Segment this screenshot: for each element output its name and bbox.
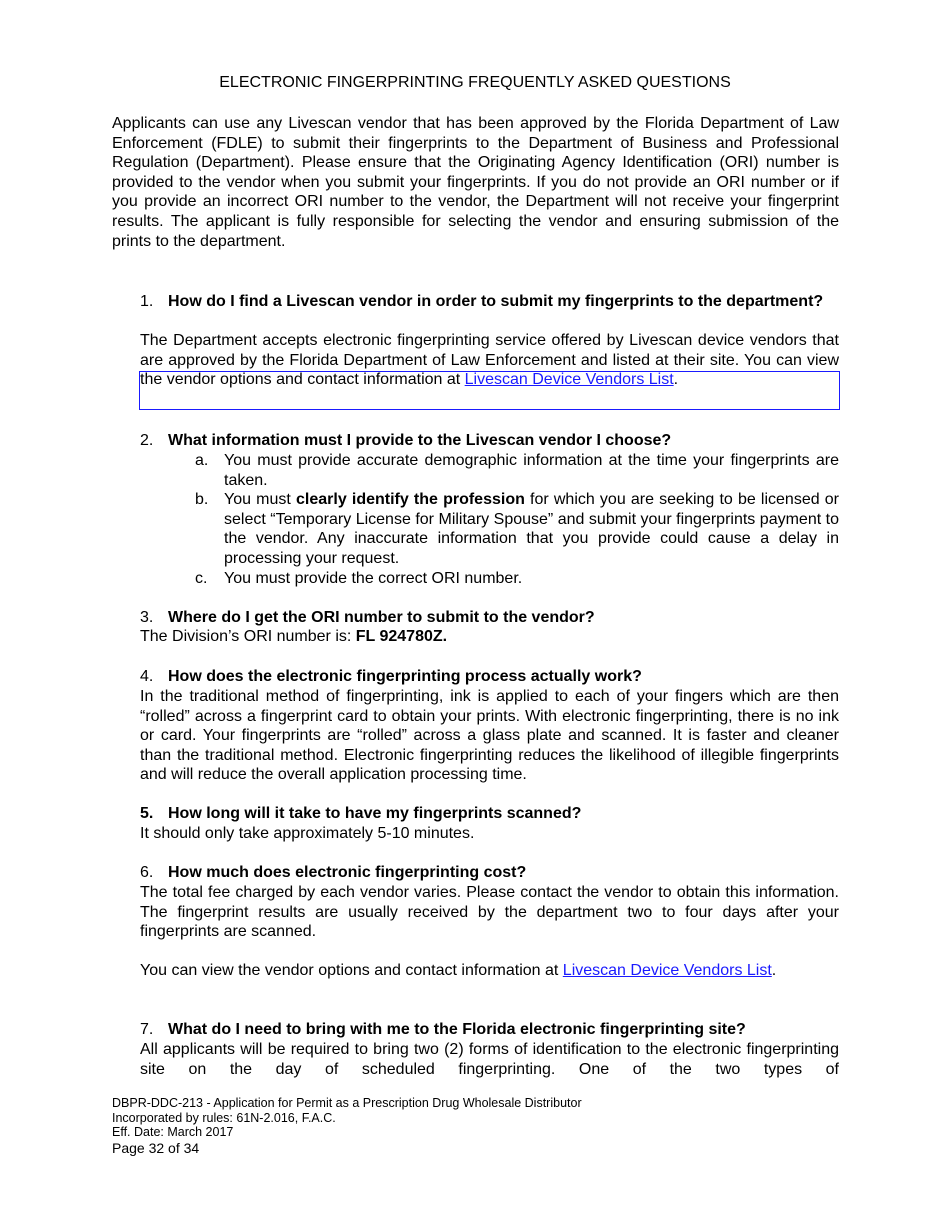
item-text: You must provide accurate demographic information at the time your fingerprints are taken. [224, 452, 839, 489]
rules-line: Incorporated by rules: 61N-2.016, F.A.C. [112, 1110, 336, 1125]
faq-question-3 [140, 608, 839, 628]
question-number: 2. [140, 432, 154, 449]
item-label: b. [195, 491, 209, 508]
requirement-item-b [195, 490, 839, 568]
question-text: How does the electronic fingerprinting process actually work? [168, 668, 642, 685]
answer-punctuation: . [673, 371, 679, 389]
followup-punctuation: . [771, 962, 777, 979]
question-number: 1. [140, 293, 154, 310]
page-title: ELECTRONIC FINGERPRINTING FREQUENTLY ASKED QUESTIONS [219, 74, 731, 91]
faq-question-2 [140, 431, 839, 451]
faq-question-6 [140, 863, 839, 883]
effective-date: Eff. Date: March 2017 [112, 1125, 234, 1139]
item-text-before: You must [224, 491, 296, 508]
item-text: You must provide the correct ORI number. [224, 570, 523, 587]
requirement-item-c [195, 569, 839, 589]
question-number: 5. [140, 805, 154, 822]
livescan-vendors-link[interactable]: Livescan Device Vendors List [464, 371, 674, 389]
faq-question-1 [140, 292, 839, 312]
followup-text: You can view the vendor options and contact information at [140, 962, 563, 979]
question-number: 7. [140, 1021, 154, 1038]
page-footer [112, 1096, 582, 1157]
question-number: 4. [140, 668, 154, 685]
requirement-item-a [195, 451, 839, 490]
faq-answer-5: It should only take approximately 5-10 minutes. [140, 825, 475, 842]
item-text-after: for which you are seeking to be licensed or select “Temporary License for Military Spouse” and submit your fingerprints payment to the vendor. Any inaccurate information that you provide could cause a delay in processing your request. [224, 491, 840, 567]
faq-question-5 [140, 804, 839, 824]
livescan-vendors-link[interactable]: Livescan Device Vendors List [562, 962, 772, 979]
item-text [224, 490, 839, 568]
question-text: How long will it take to have my fingerprints scanned? [168, 805, 582, 822]
faq-answer-7: All applicants will be required to bring two (2) forms of identification to the electronic fingerprinting site on the day of scheduled fingerprinting. One of the two types of [140, 1041, 839, 1078]
answer-text: The Department accepts electronic fingerprinting service offered by Livescan device vendors that are approved by the Florida Department of Law Enforcement and listed at their site. You can view the vendor options and contact information at [140, 332, 839, 389]
page-number: Page 32 of 34 [112, 1139, 200, 1156]
question-number: 6. [140, 864, 154, 881]
faq-answer-4: In the traditional method of fingerprinting, ink is applied to each of your fingers which are then “rolled” across a fingerprint card to obtain your prints. With electronic fingerprinting, there is no ink or card. Your fingerprints are “rolled” across a glass plate and scanned. It is faster and cleaner than the traditional method. Electronic fingerprinting reduces the likelihood of illegible fingerprints and will reduce the overall application processing time. [140, 688, 839, 784]
item-label: a. [195, 452, 209, 469]
answer-text: The Division’s ORI number is: [140, 628, 356, 645]
faq-question-4 [140, 667, 839, 687]
question-number: 3. [140, 609, 154, 626]
question-text: Where do I get the ORI number to submit to the vendor? [168, 609, 595, 626]
faq-answer-6: The total fee charged by each vendor varies. Please contact the vendor to obtain this information. The fingerprint results are usually received by the department two to four days after your fingerprints are scanned. [140, 884, 839, 941]
item-text-bold: clearly identify the profession [296, 491, 525, 508]
faq-followup-6 [140, 961, 839, 981]
faq-answer-1 [140, 331, 839, 390]
question-text: What information must I provide to the Livescan vendor I choose? [168, 432, 672, 449]
form-id-line: DBPR-DDC-213 - Application for Permit as a Prescription Drug Wholesale Distributor [112, 1096, 582, 1110]
question-text: What do I need to bring with me to the Florida electronic fingerprinting site? [168, 1021, 746, 1038]
question-text: How do I find a Livescan vendor in order to submit my fingerprints to the department? [168, 293, 824, 310]
item-label: c. [195, 570, 208, 587]
question-text: How much does electronic fingerprinting cost? [168, 864, 527, 881]
faq-answer-3 [140, 627, 839, 647]
intro-paragraph: Applicants can use any Livescan vendor that has been approved by the Florida Department of Law Enforcement (FDLE) to submit their fingerprints to the Department of Business and Professional Regulation (Department). Please ensure that the Originating Agency Identification (ORI) number is provided to the vendor when you submit your fingerprints. If you do not provide an ORI number or if you provide an incorrect ORI number to the vendor, the Department will not receive your fingerprint results. The applicant is fully responsible for selecting the vendor and ensuring submission of the prints to the department. [112, 115, 839, 250]
ori-number: FL 924780Z. [355, 628, 448, 645]
faq-question-7 [140, 1020, 839, 1040]
